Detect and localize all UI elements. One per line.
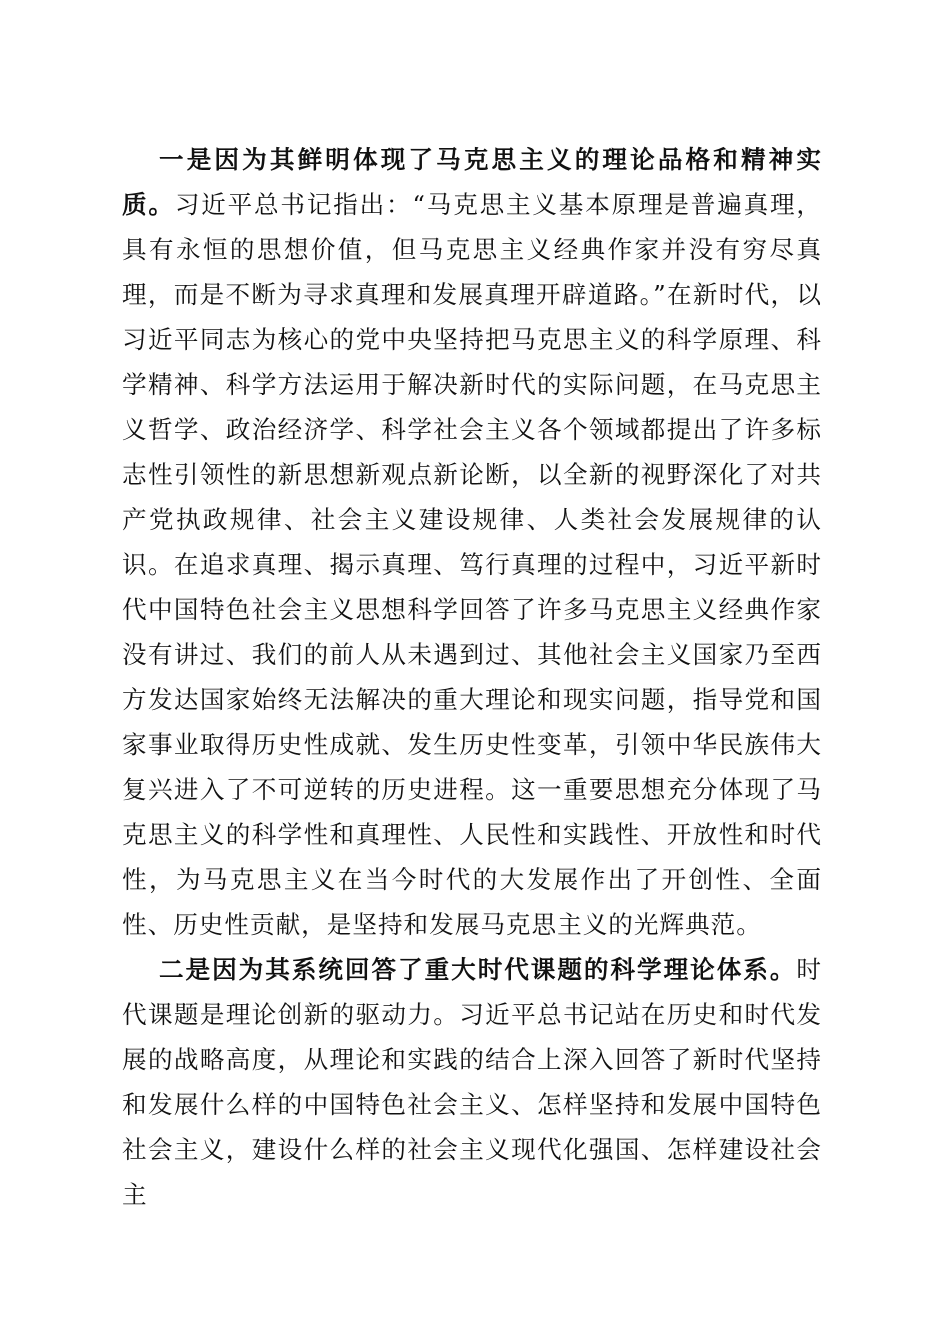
paragraph-2-lead: 二是因为其系统回答了重大时代课题的科学理论体系。: [159, 955, 797, 984]
document-body: [122, 137, 822, 1217]
paragraph-1: [122, 137, 822, 947]
paragraph-2: [122, 947, 822, 1217]
paragraph-1-body: 习近平总书记指出：“马克思主义基本原理是普遍真理，具有永恒的思想价值，但马克思主义经典作家并没有穷尽真理，而是不断为寻求真理和发展真理开辟道路。”在新时代，以习近平同志为核心的党中央坚持把马克思主义的科学原理、科学精神、科学方法运用于解决新时代的实际问题，在马克思主义哲学、政治经济学、科学社会主义各个领域都提出了许多标志性引领性的新思想新观点新论断，以全新的视野深化了对共产党执政规律、社会主义建设规律、人类社会发展规律的认识。在追求真理、揭示真理、笃行真理的过程中，习近平新时代中国特色社会主义思想科学回答了许多马克思主义经典作家没有讲过、我们的前人从未遇到过、其他社会主义国家乃至西方发达国家始终无法解决的重大理论和现实问题，指导党和国家事业取得历史性成就、发生历史性变革，引领中华民族伟大复兴进入了不可逆转的历史进程。这一重要思想充分体现了马克思主义的科学性和真理性、人民性和实践性、开放性和时代性，为马克思主义在当今时代的大发展作出了开创性、全面性、历史性贡献，是坚持和发展马克思主义的光辉典范。: [122, 190, 822, 939]
paragraph-1-lead: 一是因为其鲜明体现了马克思主义的理论品格和精神实质。: [122, 145, 822, 219]
paragraph-2-body: 时代课题是理论创新的驱动力。习近平总书记站在历史和时代发展的战略高度，从理论和实践的结合上深入回答了新时代坚持和发展什么样的中国特色社会主义、怎样坚持和发展中国特色社会主义，建设什么样的社会主义现代化强国、怎样建设社会主: [122, 955, 822, 1209]
